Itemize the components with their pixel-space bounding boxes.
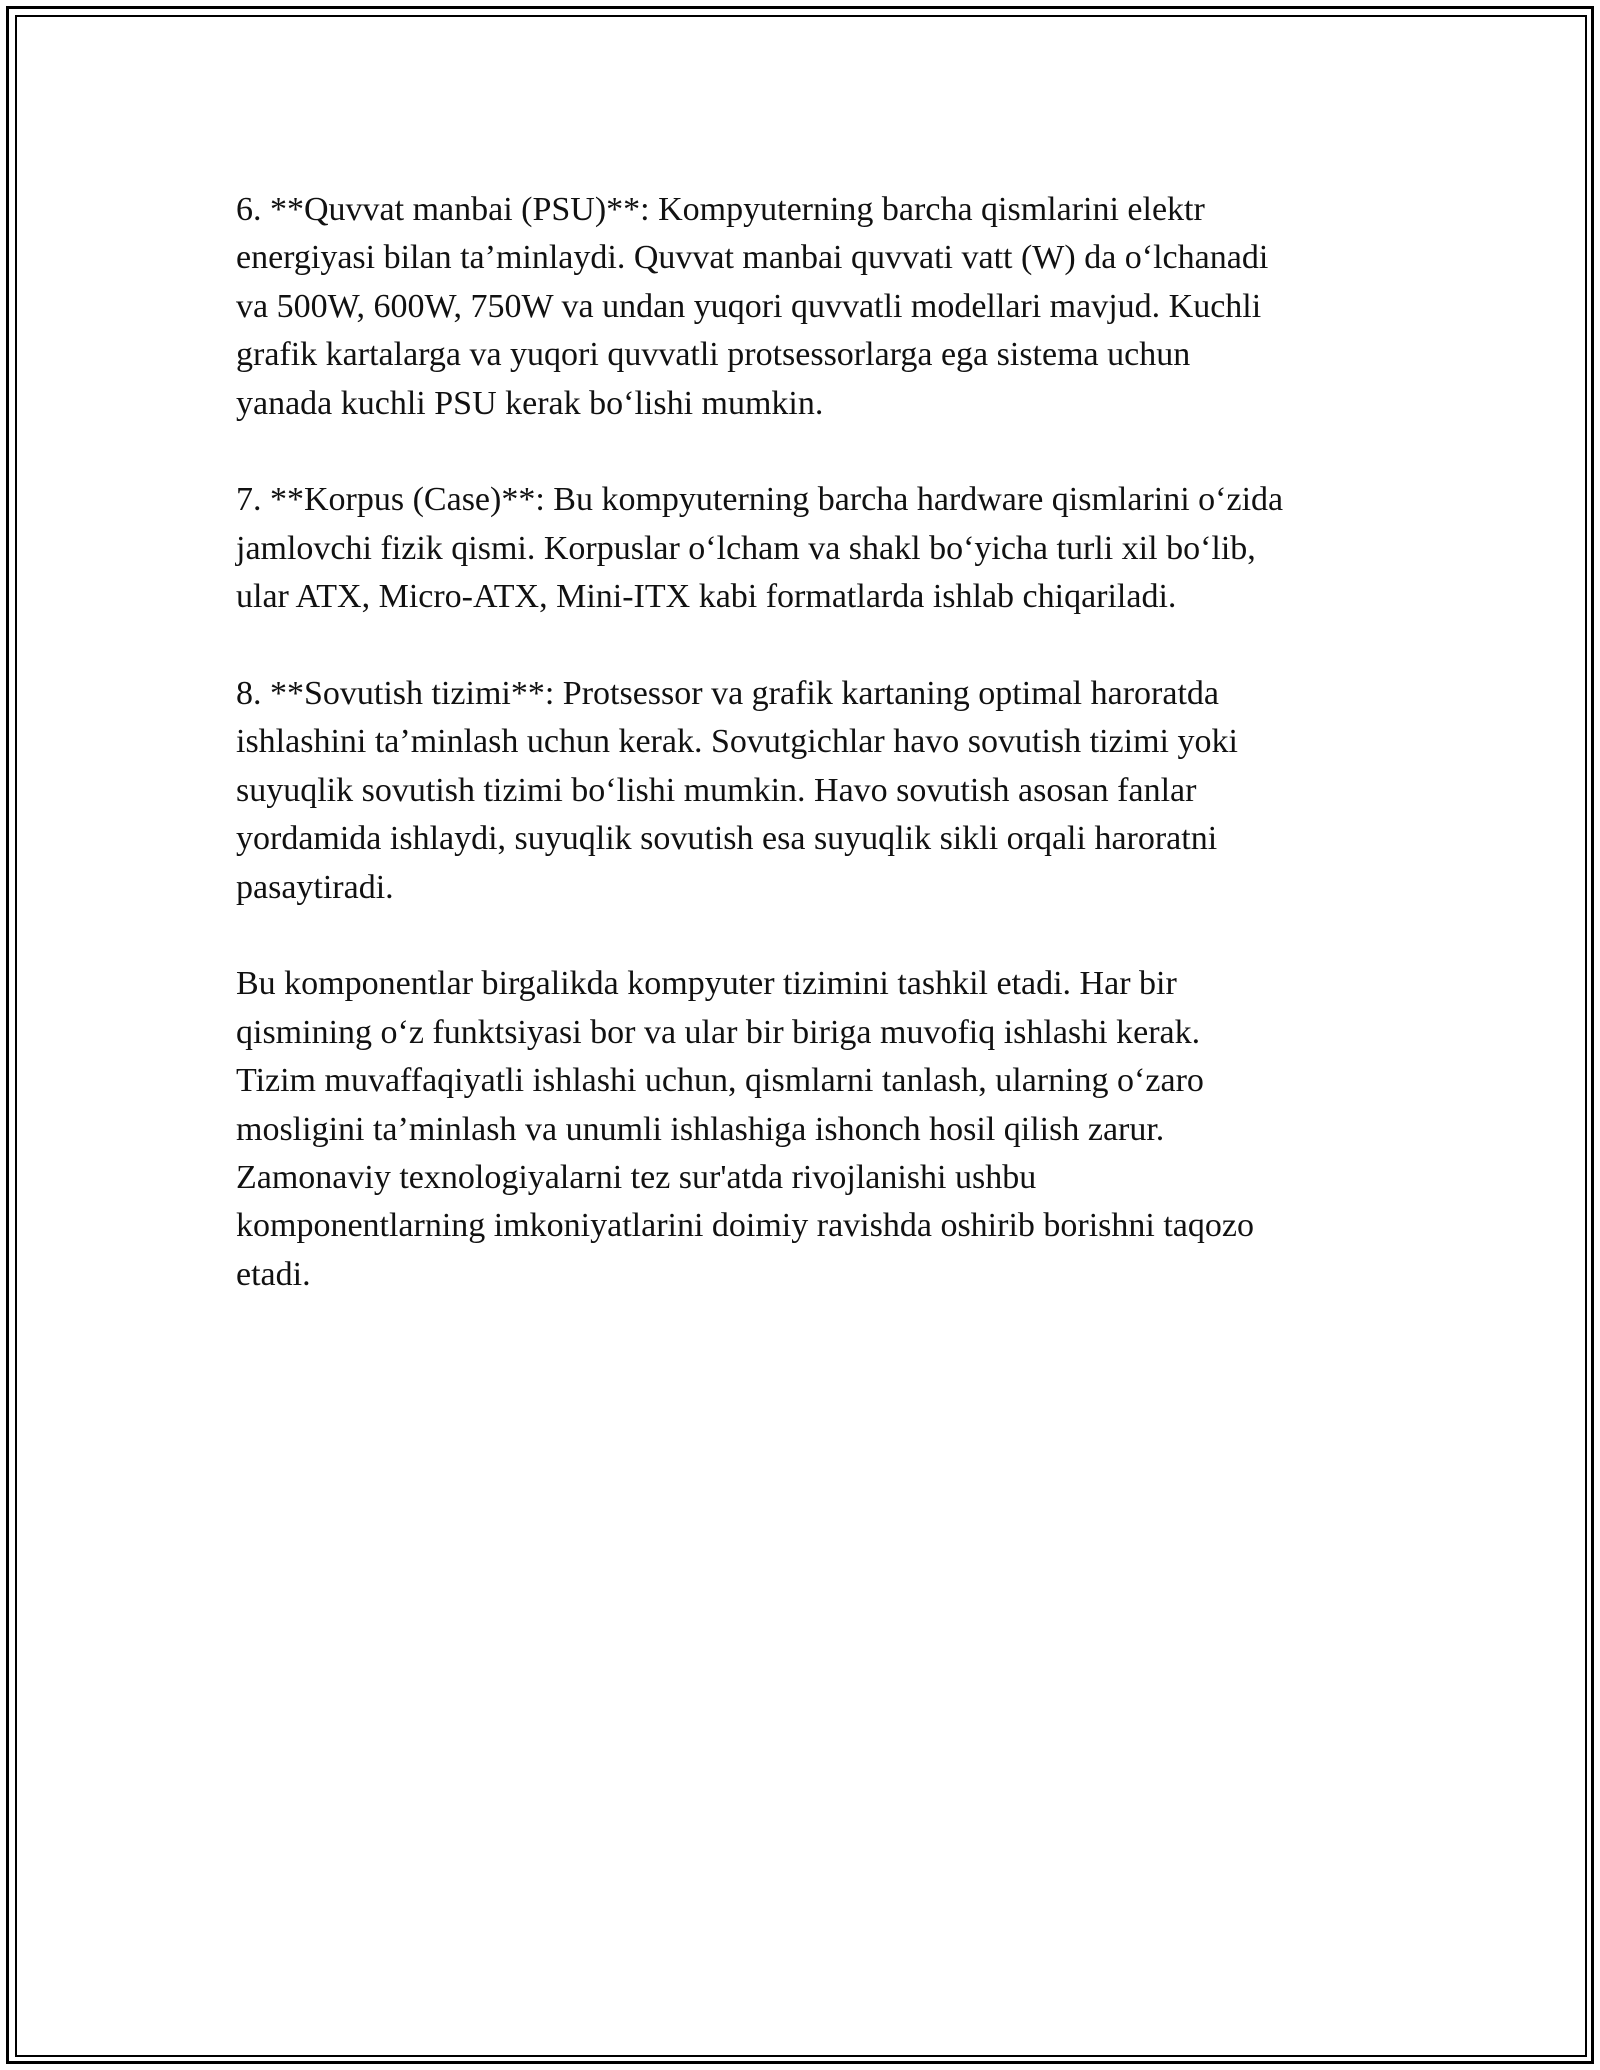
document-body: [236, 186, 1376, 1348]
paragraph-case: 7. **Korpus (Case)**: Bu kompyuterning barcha hardware qismlarini o‘zida jamlovchi fizik qismi. Korpuslar o‘lcham va shakl bo‘yicha turli xil bo‘lib, ular ATX, Micro-ATX, Mini-ITX kabi formatlarda ishlab chiqariladi.: [236, 481, 1284, 616]
paragraph-psu: 6. **Quvvat manbai (PSU)**: Kompyuterning barcha qismlarini elektr energiyasi bilan ta’minlaydi. Quvvat manbai quvvati vatt (W) da o‘lchanadi va 500W, 600W, 750W va undan yuqori quvvatli modellari mavjud. Kuchli grafik kartalarga va yuqori quvvatli protsessorlarga ega sistema uchun yanada kuchli PSU kerak bo‘lishi mumkin.: [236, 191, 1269, 422]
paragraph-summary: Bu komponentlar birgalikda kompyuter tizimini tashkil etadi. Har bir qismining o‘z funktsiyasi bor va ular bir biriga muvofiq ishlashi kerak. Tizim muvaffaqiyatli ishlashi uchun, qismlarni tanlash, ularning o‘zaro mosligini ta’minlash va unumli ishlashiga ishonch hosil qilish zarur. Zamonaviy texnologiyalarni tez sur'atda rivojlanishi ushbu komponentlarning imkoniyatlarini doimiy ravishda oshirib borishni taqozo etadi.: [236, 965, 1254, 1293]
paragraph-cooling: 8. **Sovutish tizimi**: Protsessor va grafik kartaning optimal haroratda ishlashini ta’minlash uchun kerak. Sovutgichlar havo sovutish tizimi yoki suyuqlik sovutish tizimi bo‘lishi mumkin. Havo sovutish asosan fanlar yordamida ishlaydi, suyuqlik sovutish esa suyuqlik sikli orqali haroratni pasaytiradi.: [236, 675, 1238, 906]
